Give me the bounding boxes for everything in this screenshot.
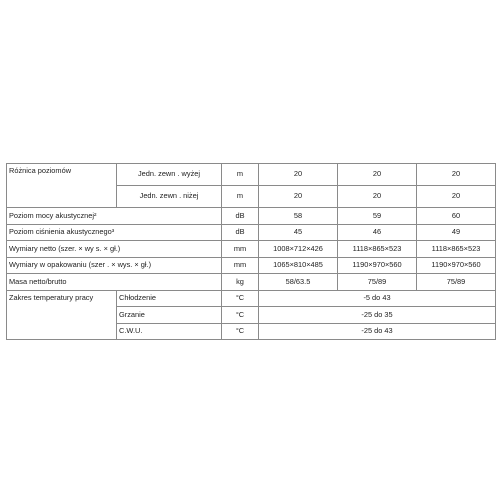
value-cell: 20 [259, 186, 338, 208]
value-cell: 59 [338, 208, 417, 225]
table-row [7, 290, 496, 307]
unit-cell: mm [222, 241, 259, 258]
value-cell: 58/63.5 [259, 274, 338, 291]
sub-label: Grzanie [117, 307, 222, 324]
value-cell: 60 [417, 208, 496, 225]
sub-label: C.W.U. [117, 323, 222, 340]
table-row [7, 257, 496, 274]
value-cell: 46 [338, 224, 417, 241]
value-cell: -25 do 35 [259, 307, 496, 324]
value-cell: 20 [417, 164, 496, 186]
value-cell: 45 [259, 224, 338, 241]
value-cell: 58 [259, 208, 338, 225]
row-label: Różnica poziomów [7, 164, 117, 208]
row-label: Poziom mocy akustycznej² [7, 208, 222, 225]
unit-cell: °C [222, 307, 259, 324]
value-cell: 49 [417, 224, 496, 241]
row-label: Zakres temperatury pracy [7, 290, 117, 340]
sub-label: Jedn. zewn . wyżej [117, 164, 222, 186]
value-cell: -25 do 43 [259, 323, 496, 340]
row-label: Poziom ciśnienia akustycznego³ [7, 224, 222, 241]
value-cell: 1065×810×485 [259, 257, 338, 274]
value-cell: 1008×712×426 [259, 241, 338, 258]
unit-cell: kg [222, 274, 259, 291]
unit-cell: mm [222, 257, 259, 274]
unit-cell: dB [222, 208, 259, 225]
table-row [7, 241, 496, 258]
table-row [7, 274, 496, 291]
value-cell: 20 [338, 164, 417, 186]
value-cell: 75/89 [338, 274, 417, 291]
unit-cell: °C [222, 323, 259, 340]
row-label: Wymiary netto (szer. × wy s. × gł.) [7, 241, 222, 258]
sub-label: Jedn. zewn . niżej [117, 186, 222, 208]
value-cell: 1118×865×523 [417, 241, 496, 258]
value-cell: 20 [259, 164, 338, 186]
unit-cell: dB [222, 224, 259, 241]
value-cell: 20 [417, 186, 496, 208]
value-cell: -5 do 43 [259, 290, 496, 307]
table-row [7, 164, 496, 186]
spec-table [6, 163, 496, 340]
sub-label: Chłodzenie [117, 290, 222, 307]
value-cell: 1190×970×560 [338, 257, 417, 274]
row-label: Masa netto/brutto [7, 274, 222, 291]
table-row [7, 208, 496, 225]
unit-cell: m [222, 186, 259, 208]
value-cell: 1190×970×560 [417, 257, 496, 274]
value-cell: 75/89 [417, 274, 496, 291]
table-row [7, 224, 496, 241]
value-cell: 20 [338, 186, 417, 208]
row-label: Wymiary w opakowaniu (szer . × wys. × gł.) [7, 257, 222, 274]
value-cell: 1118×865×523 [338, 241, 417, 258]
unit-cell: °C [222, 290, 259, 307]
unit-cell: m [222, 164, 259, 186]
